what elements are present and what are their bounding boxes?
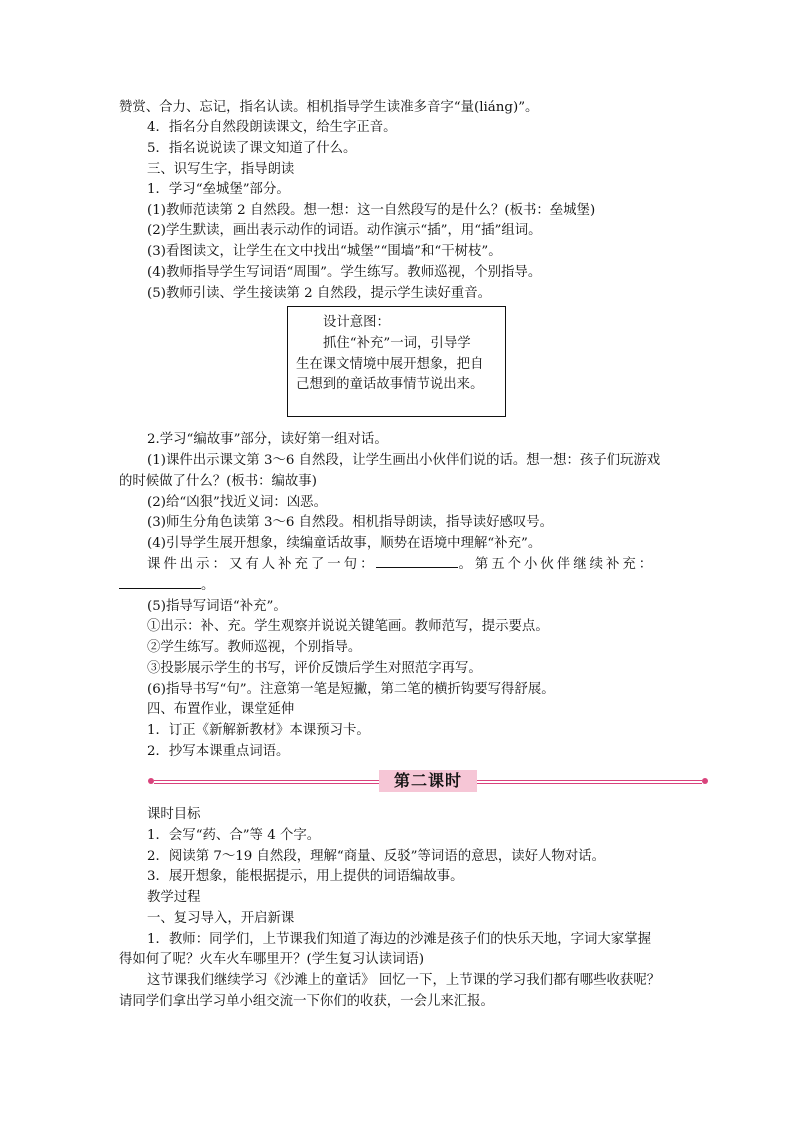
section-heading: 课时目标 xyxy=(147,807,201,822)
text-line: (4)引导学生展开想象，续编童话故事，顺势在语境中理解“补充”。 xyxy=(147,536,542,551)
text-line: (1)教师范读第 2 自然段。想一想：这一自然段写的是什么？(板书：垒城堡) xyxy=(147,203,596,218)
text-line: 1．会写“药、合”等 4 个字。 xyxy=(147,828,321,843)
text-line: (5)指导写词语“补充”。 xyxy=(147,599,287,614)
design-intent-line: 己想到的童话故事情节说出来。 xyxy=(296,377,484,392)
text-line: 1．学习“垒城堡”部分。 xyxy=(147,182,290,197)
answer-blank[interactable] xyxy=(119,576,201,589)
text-line: (2)给“凶狠”找近义词：凶恶。 xyxy=(147,495,327,510)
text-line: 1．教师：同学们，上节课我们知道了海边的沙滩是孩子们的快乐天地，字词大家掌握 xyxy=(147,932,651,947)
section-heading: 教学过程 xyxy=(147,890,201,905)
text-line: 得如何了呢？火车火车哪里开？(学生复习认读词语) xyxy=(119,952,425,967)
text-line: 2．阅读第 7～19 自然段，理解“商量、反驳”等词语的意思，读好人物对话。 xyxy=(147,849,605,864)
text-line: (2)学生默读，画出表示动作的词语。动作演示“插”，用“插”组词。 xyxy=(147,223,542,238)
divider-rule xyxy=(154,780,379,781)
section-heading: 三、识写生字，指导朗读 xyxy=(147,162,295,177)
text-line: 2．抄写本课重点词语。 xyxy=(147,744,290,759)
section-heading: 一、复习导入，开启新课 xyxy=(147,911,295,926)
text-line: 4．指名分自然段朗读课文，给生字正音。 xyxy=(147,120,397,135)
text-line: ②学生练写。教师巡视，个别指导。 xyxy=(147,640,362,655)
design-intent-line: 生在课文情境中展开想象，把自 xyxy=(296,357,484,372)
divider-rule xyxy=(154,783,379,784)
text-line: 这节课我们继续学习《沙滩上的童话》 回忆一下，上节课的学习我们都有哪些收获呢？ xyxy=(147,973,661,988)
text-line: 1．订正《新解新教材》本课预习卡。 xyxy=(147,723,370,738)
text-line: ③投影展示学生的书写，评价反馈后学生对照范字再写。 xyxy=(147,661,482,676)
text-line: (3)师生分角色读第 3～6 自然段。相机指导朗读，指导读好感叹号。 xyxy=(147,515,554,530)
text-line: 2.学习“编故事”部分，读好第一组对话。 xyxy=(147,432,388,447)
fill-in-text: 。第五个小伙伴继续补充： xyxy=(458,557,656,572)
text-line: 的时候做了什么？(板书：编故事) xyxy=(119,474,317,489)
text-line: (5)教师引读、学生接读第 2 自然段，提示学生读好重音。 xyxy=(147,286,491,301)
section-heading: 四、布置作业，课堂延伸 xyxy=(147,702,295,717)
fill-in-end: 。 xyxy=(201,578,215,593)
text-line: 赞赏、合力、忘记，指名认读。相机指导学生读准多音字“量(liáng)”。 xyxy=(119,100,539,115)
design-intent-title: 设计意图： xyxy=(323,315,390,330)
divider-rule xyxy=(477,780,702,781)
text-line: ①出示：补、充。学生观察并说说关键笔画。教师范写，提示要点。 xyxy=(147,619,549,634)
lesson-title: 第二课时 xyxy=(379,770,477,792)
text-line: 5．指名说说读了课文知道了什么。 xyxy=(147,141,357,156)
design-intent-box xyxy=(287,306,506,417)
text-line: 3．展开想象，能根据提示，用上提供的词语编故事。 xyxy=(147,869,464,884)
divider-rule xyxy=(477,783,702,784)
divider-dot xyxy=(702,778,708,784)
lesson-divider xyxy=(148,770,708,792)
text-line: (1)课件出示课文第 3～6 自然段，让学生画出小伙伴们说的话。想一想：孩子们玩游戏 xyxy=(147,453,661,468)
text-line: (3)看图读文，让学生在文中找出“城堡”“围墙”和“干树枝”。 xyxy=(147,244,502,259)
fill-in-line xyxy=(147,555,655,575)
text-line: (4)教师指导学生写词语“周围”。学生练写。教师巡视，个别指导。 xyxy=(147,265,542,280)
design-intent-line: 抓住“补充”一词，引导学 xyxy=(323,336,471,351)
fill-in-text: 课件出示：又有人补充了一句： xyxy=(147,557,377,572)
text-line: 请同学们拿出学习单小组交流一下你们的收获，一会儿来汇报。 xyxy=(119,994,494,1009)
text-line: (6)指导书写“句”。注意第一笔是短撇，第二笔的横折钩要写得舒展。 xyxy=(147,682,555,697)
fill-in-line-continued xyxy=(119,576,214,596)
answer-blank[interactable] xyxy=(376,555,458,568)
